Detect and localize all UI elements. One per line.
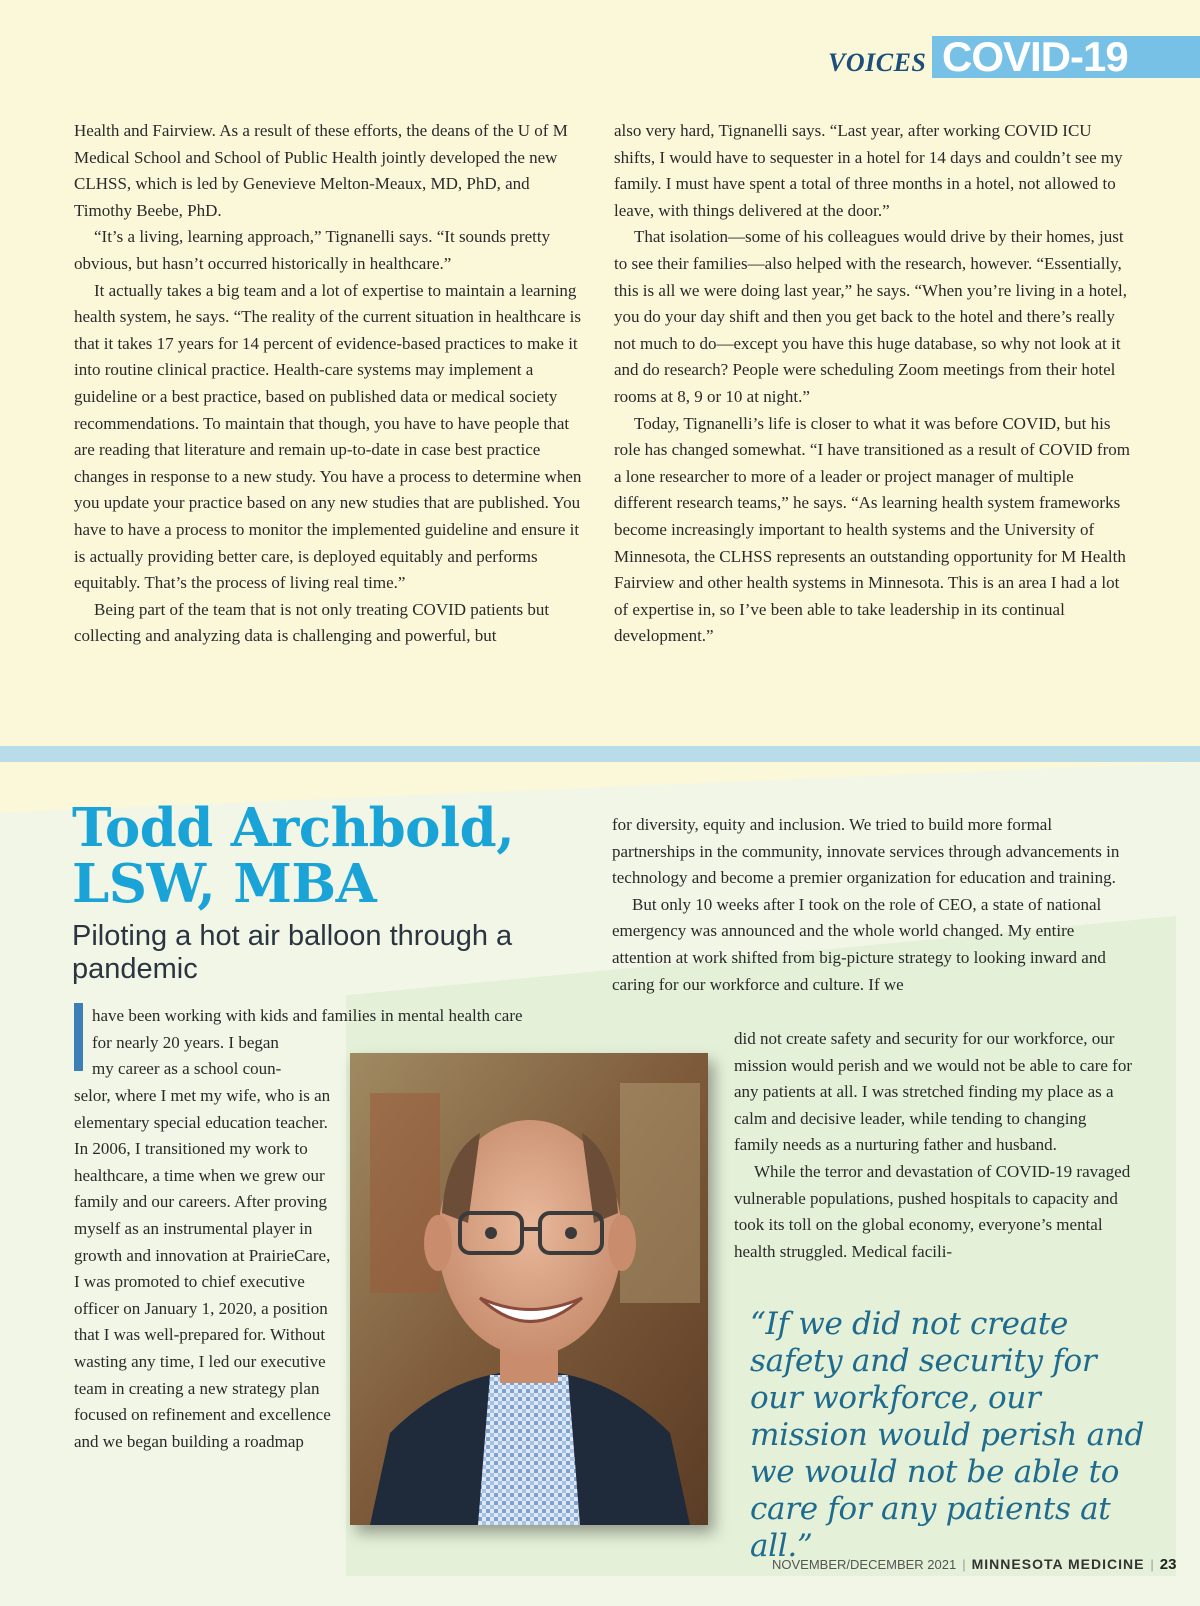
footer-separator: | <box>1150 1557 1154 1572</box>
profile-name <box>72 797 515 915</box>
paragraph: But only 10 weeks after I took on the role of CEO, a state of national emergency was announced and the whole world changed. My entire attention at work shifted from big-picture strategy to looking inward and caring for our workforce and culture. If we <box>612 894 1106 994</box>
paragraph: It actually takes a big team and a lot of expertise to maintain a learning health system, he says. “The reality of the current situation in healthcare is that it takes 17 years for 14 percent of evidence-based practices to make it into routine clinical practice. Health-care systems may implement a guideline or a best practice, based on published data or medical society recommendations. To maintain that though, you have to have people that are reading that literature and remain up-to-date in case best practice changes in response to a new study. You have a process to determine when you update your practice based on any new studies that are published. You have to have a process to monitor the implemented guideline and ensure it is actually providing better care, is deployed equitably and performs equitably. That’s the process of living real time.” <box>74 280 582 593</box>
intro-line: my career as a school coun- <box>92 1059 282 1078</box>
intro-line: for nearly 20 years. I began <box>92 1033 279 1052</box>
lower-narrow-column <box>734 1026 1134 1265</box>
lower-right-column <box>612 812 1132 998</box>
pull-quote: “If we did not create safety and security for our workforce, our mission would perish and we would not be able to care for any patients at all.” <box>750 1306 1145 1564</box>
section-label: VOICES <box>828 48 927 77</box>
portrait-illustration <box>350 1053 708 1525</box>
paragraph: for diversity, equity and inclusion. We tried to build more formal partnerships in the community, innovate services through advancements in technology and become a premier organization for education and training. <box>612 815 1120 888</box>
paragraph: While the terror and devastation of COVID-19 ravaged vulnerable populations, pushed hospitals to capacity and took its toll on the global economy, everyone’s mental health struggled. Medical facili- <box>734 1161 1131 1261</box>
page-number: 23 <box>1159 1556 1177 1573</box>
topic-tag-text: COVID-19 <box>942 33 1128 80</box>
magazine-title: MINNESOTA MEDICINE <box>971 1556 1145 1572</box>
paragraph: Health and Fairview. As a result of these efforts, the deans of the U of M Medical School and School of Public Health jointly developed the new CLHSS, which is led by Genevieve Melton-Meaux, MD, PhD, and Timothy Beebe, PhD. <box>74 121 568 220</box>
upper-right-column <box>614 118 1134 650</box>
issue-date: NOVEMBER/DECEMBER 2021 <box>772 1557 957 1572</box>
paragraph: “It’s a living, learning approach,” Tignanelli says. “It sounds pretty obvious, but hasn’t occurred historically in healthcare.” <box>74 227 551 273</box>
footer-separator: | <box>962 1557 966 1572</box>
portrait-photo <box>350 1053 708 1525</box>
page-footer <box>772 1556 1177 1573</box>
paragraph: Being part of the team that is not only treating COVID patients but collecting and analyzing data is challenging and powerful, but <box>74 599 550 646</box>
profile-name-line-1: Todd Archbold, <box>72 797 515 859</box>
drop-cap-i <box>74 1003 83 1071</box>
paragraph: did not create safety and security for our workforce, our mission would perish and we would not be able to care for any patients at all. I was stretched finding my place as a calm and decisive leader, while tending to changing family needs as a nurturing father and husband. <box>734 1029 1132 1155</box>
paragraph: also very hard, Tignanelli says. “Last year, after working COVID ICU shifts, I would have to sequester in a hotel for 14 days and couldn’t see my family. I must have spent a total of three months in a hotel, not allowed to leave, with things delivered at the door.” <box>614 121 1123 220</box>
profile-subtitle: Piloting a hot air balloon through a pandemic <box>72 920 513 985</box>
topic-tag <box>932 33 1200 80</box>
profile-name-line-2: LSW, MBA <box>72 853 377 915</box>
paragraph: Today, Tignanelli’s life is closer to what it was before COVID, but his role has changed somewhat. “I have transitioned as a result of COVID from a lone researcher to more of a leader or project manager of multiple different research teams,” he says. “As learning health system frameworks become increasingly important to health systems and the University of Minnesota, the CLHSS represents an outstanding opportunity for M Health Fairview and other health systems in Minnesota. This is an area I had a lot of expertise in, so I’ve been able to take leadership in its continual development.” <box>614 413 1130 646</box>
paragraph: That isolation—some of his colleagues would drive by their homes, just to see their families—also helped with the research, however. “Essentially, this is all we were doing last year,” he says. “When you’re living in a hotel, you do your day shift and then you get back to the hotel and there’s really not much to do—except you have this huge database, so why not look at it and do research? People were scheduling Zoom meetings from their hotel rooms at 8, 9 or 10 at night.” <box>614 227 1127 406</box>
section-divider <box>0 746 1200 762</box>
intro-paragraph: selor, where I met my wife, who is an elementary special education teacher. In 2006, I transitioned my work to healthcare, a time when we grew our family and our careers. After proving myself as an instrumental player in growth and innovation at PrairieCare, I was promoted to chief executive officer on January 1, 2020, a position that I was well-prepared for. Without wasting any time, I led our executive team in creating a new strategy plan focused on refinement and excellence and we began building a roadmap <box>74 1086 331 1451</box>
upper-left-column <box>74 118 586 650</box>
intro-line: have been working with kids and families in mental health care <box>92 1006 523 1025</box>
